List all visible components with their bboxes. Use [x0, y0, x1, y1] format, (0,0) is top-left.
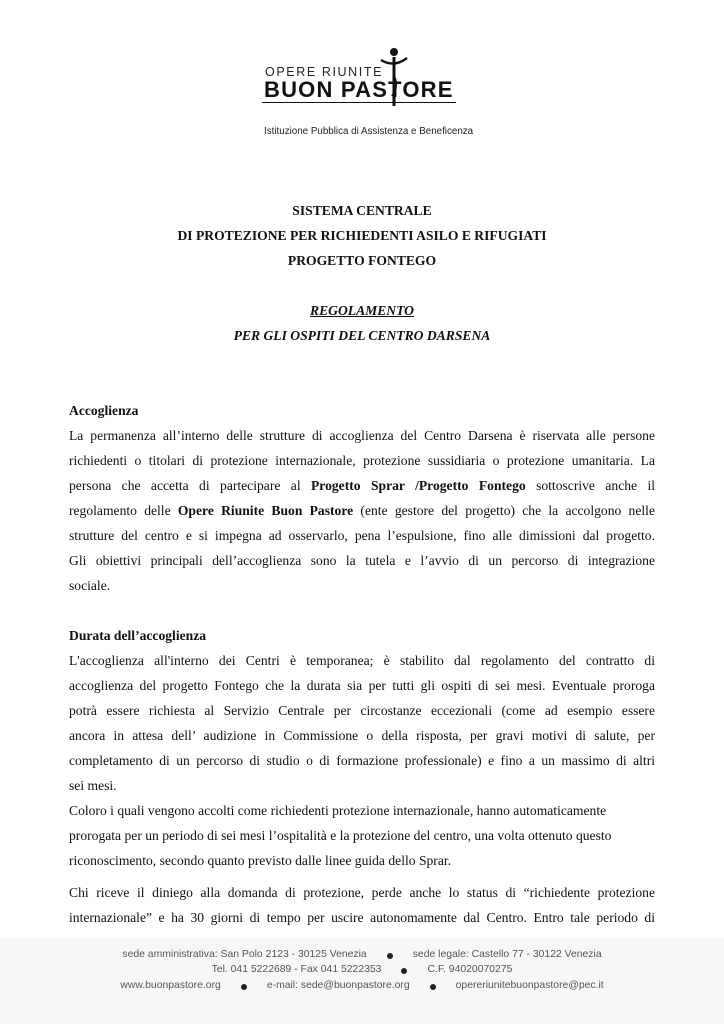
section-heading-accoglienza: Accoglienza	[69, 403, 139, 418]
regolamento-heading: REGOLAMENTO	[310, 303, 414, 318]
paragraph-line: ancora in attesa dell’ audizione in Commissione o della risposta, per gravi motivi di salute, per	[69, 728, 655, 743]
paragraph-line: potrà essere richiesta al Servizio Centrale per circostanze eccezionali (come ad esempio essere	[69, 703, 655, 718]
footer-pec: opereriunitebuonpastore@pec.it	[455, 980, 604, 991]
title-line-2: DI PROTEZIONE PER RICHIEDENTI ASILO E RIFUGIATI	[177, 228, 547, 243]
footer-admin-address: sede amministrativa: San Polo 2123 - 30125 Venezia	[122, 949, 367, 960]
paragraph-line: La permanenza all’interno delle strutture di accoglienza del Centro Darsena è riservata alle persone	[69, 428, 655, 443]
regolamento-subtitle: PER GLI OSPITI DEL CENTRO DARSENA	[233, 328, 491, 343]
footer-tax-code: C.F. 94020070275	[427, 964, 513, 975]
organization-name: Opere Riunite Buon Pastore	[177, 503, 354, 518]
section-heading-durata: Durata dell’accoglienza	[69, 628, 207, 643]
paragraph-line: accoglienza del progetto Fontego che la durata sia per tutti gli ospiti di sei mesi. Eventuale proroga	[69, 678, 655, 693]
bullet-icon	[430, 984, 436, 990]
footer-legal-address: sede legale: Castello 77 - 30122 Venezia	[412, 949, 602, 960]
bullet-icon	[241, 984, 247, 990]
paragraph-line: prorogata per un periodo di sei mesi l’ospitalità e la protezione del centro, una volta ottenuto questo	[69, 828, 612, 843]
logo-main-text: BUON PASTORE	[264, 77, 454, 102]
paragraph-line: sociale.	[69, 578, 111, 593]
paragraph-line: sei mesi.	[69, 778, 117, 793]
paragraph-line: Chi riceve il diniego alla domanda di protezione, perde anche lo status di “richiedente protezione	[69, 885, 655, 900]
text-span: regolamento delle	[69, 503, 178, 518]
footer-line-2	[0, 964, 724, 975]
paragraph-line	[69, 478, 655, 497]
paragraph-line	[69, 503, 655, 522]
paragraph-line: completamento di un percorso di studio o di formazione professionale) e fino a un massimo di altri	[69, 753, 655, 768]
footer-line-1	[0, 949, 724, 960]
text-span: sottoscrive anche il	[525, 478, 655, 493]
logo-subtitle: Istituzione Pubblica di Assistenza e Beneficenza	[264, 126, 474, 137]
title-line-1: SISTEMA CENTRALE	[292, 203, 432, 218]
title-line-3: PROGETTO FONTEGO	[287, 253, 437, 268]
paragraph-line: L'accoglienza all'interno dei Centri è temporanea; è stabilito dal regolamento del contratto di	[69, 653, 655, 668]
paragraph-line: Gli obiettivi principali dell’accoglienza sono la tutela e l’avvio di un percorso di integrazione	[69, 553, 655, 568]
bullet-icon	[387, 953, 393, 959]
paragraph-line: richiedenti o titolari di protezione internazionale, protezione sussidiaria o protezione umanitaria. La	[69, 453, 655, 468]
logo-divider	[262, 102, 456, 103]
paragraph-line: internazionale” e ha 30 giorni di tempo per uscire autonomamente dal Centro. Entro tale periodo di	[69, 910, 655, 925]
paragraph-line: Coloro i quali vengono accolti come richiedenti protezione internazionale, hanno automaticamente	[69, 803, 607, 818]
text-span: (ente gestore del progetto) che la accolgono nelle	[353, 503, 655, 518]
footer-line-3	[0, 980, 724, 991]
text-span: persona che accetta di partecipare al	[69, 478, 311, 493]
footer-email: e-mail: sede@buonpastore.org	[266, 980, 410, 991]
bullet-icon	[401, 968, 407, 974]
footer-phone: Tel. 041 5222689 - Fax 041 5222353	[211, 964, 382, 975]
footer-website: www.buonpastore.org	[120, 980, 221, 991]
project-name: Progetto Sprar /Progetto Fontego	[311, 478, 526, 493]
logo-top-text: OPERE RIUNITE	[265, 65, 384, 79]
letterhead-logo	[262, 44, 474, 140]
paragraph-line: strutture del centro e si impegna ad osservarlo, pena l’espulsione, fino alle dimissioni dal progetto.	[69, 528, 655, 543]
paragraph-line: riconoscimento, secondo quanto previsto dalle linee guida dello Sprar.	[69, 853, 452, 868]
